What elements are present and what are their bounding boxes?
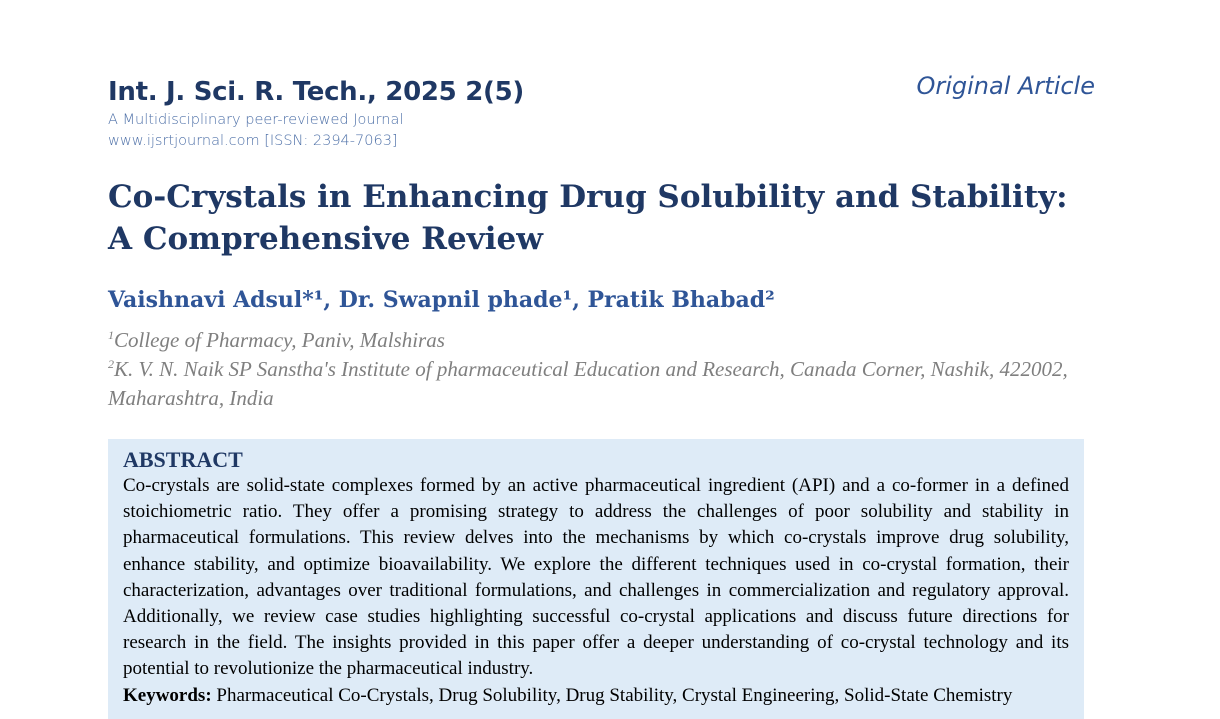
affiliation-1 [108,326,1068,355]
author-list: Vaishnavi Adsul*¹, Dr. Swapnil phade¹, Pratik Bhabad² [108,287,775,313]
affiliation-1-text: College of Pharmacy, Paniv, Malshiras [114,328,445,352]
keywords-line [123,683,1069,709]
affiliations [108,326,1068,413]
journal-title: Int. J. Sci. R. Tech., 2025 2(5) [108,77,524,107]
affiliation-1-marker: 1 [108,328,114,342]
article-type-label: Original Article [916,72,1095,100]
affiliation-2-text: K. V. N. Naik SP Sanstha's Institute of pharmaceutical Education and Research, Canada Corner, Nashik, 422002, Maharashtra, India [108,357,1068,410]
journal-url: www.ijsrtjournal.com [ISSN: 2394-7063] [108,133,398,149]
paper-title: Co-Crystals in Enhancing Drug Solubility and Stability: A Comprehensive Review [108,179,1068,257]
affiliation-2-marker: 2 [108,357,114,371]
affiliation-2 [108,355,1068,413]
keywords-label: Keywords: [123,684,212,706]
journal-subtitle: A Multidisciplinary peer-reviewed Journal [108,112,404,128]
abstract-box [108,439,1084,719]
abstract-heading: ABSTRACT [123,447,243,472]
keywords-text: Pharmaceutical Co-Crystals, Drug Solubility, Drug Stability, Crystal Engineering, Solid-State Chemistry [211,684,1013,706]
journal-header [108,74,524,152]
abstract-text: Co-crystals are solid-state complexes formed by an active pharmaceutical ingredient (API) and a co-former in a defined stoichiometric ratio. They offer a promising strategy to address the challenges of poor solubility and stability in pharmaceutical formulations. This review delves into the mechanisms by which co-crystals improve drug solubility, enhance stability, and optimize bioavailability. We explore the different techniques used in co-crystal formation, their characterization, advantages over traditional formulations, and challenges in commercialization and regulatory approval. Additionally, we review case studies highlighting successful co-crystal applications and discuss future directions for research in the field. The insights provided in this paper offer a deeper understanding of co-crystal technology and its potential to revolutionize the pharmaceutical industry. [123,475,1069,680]
